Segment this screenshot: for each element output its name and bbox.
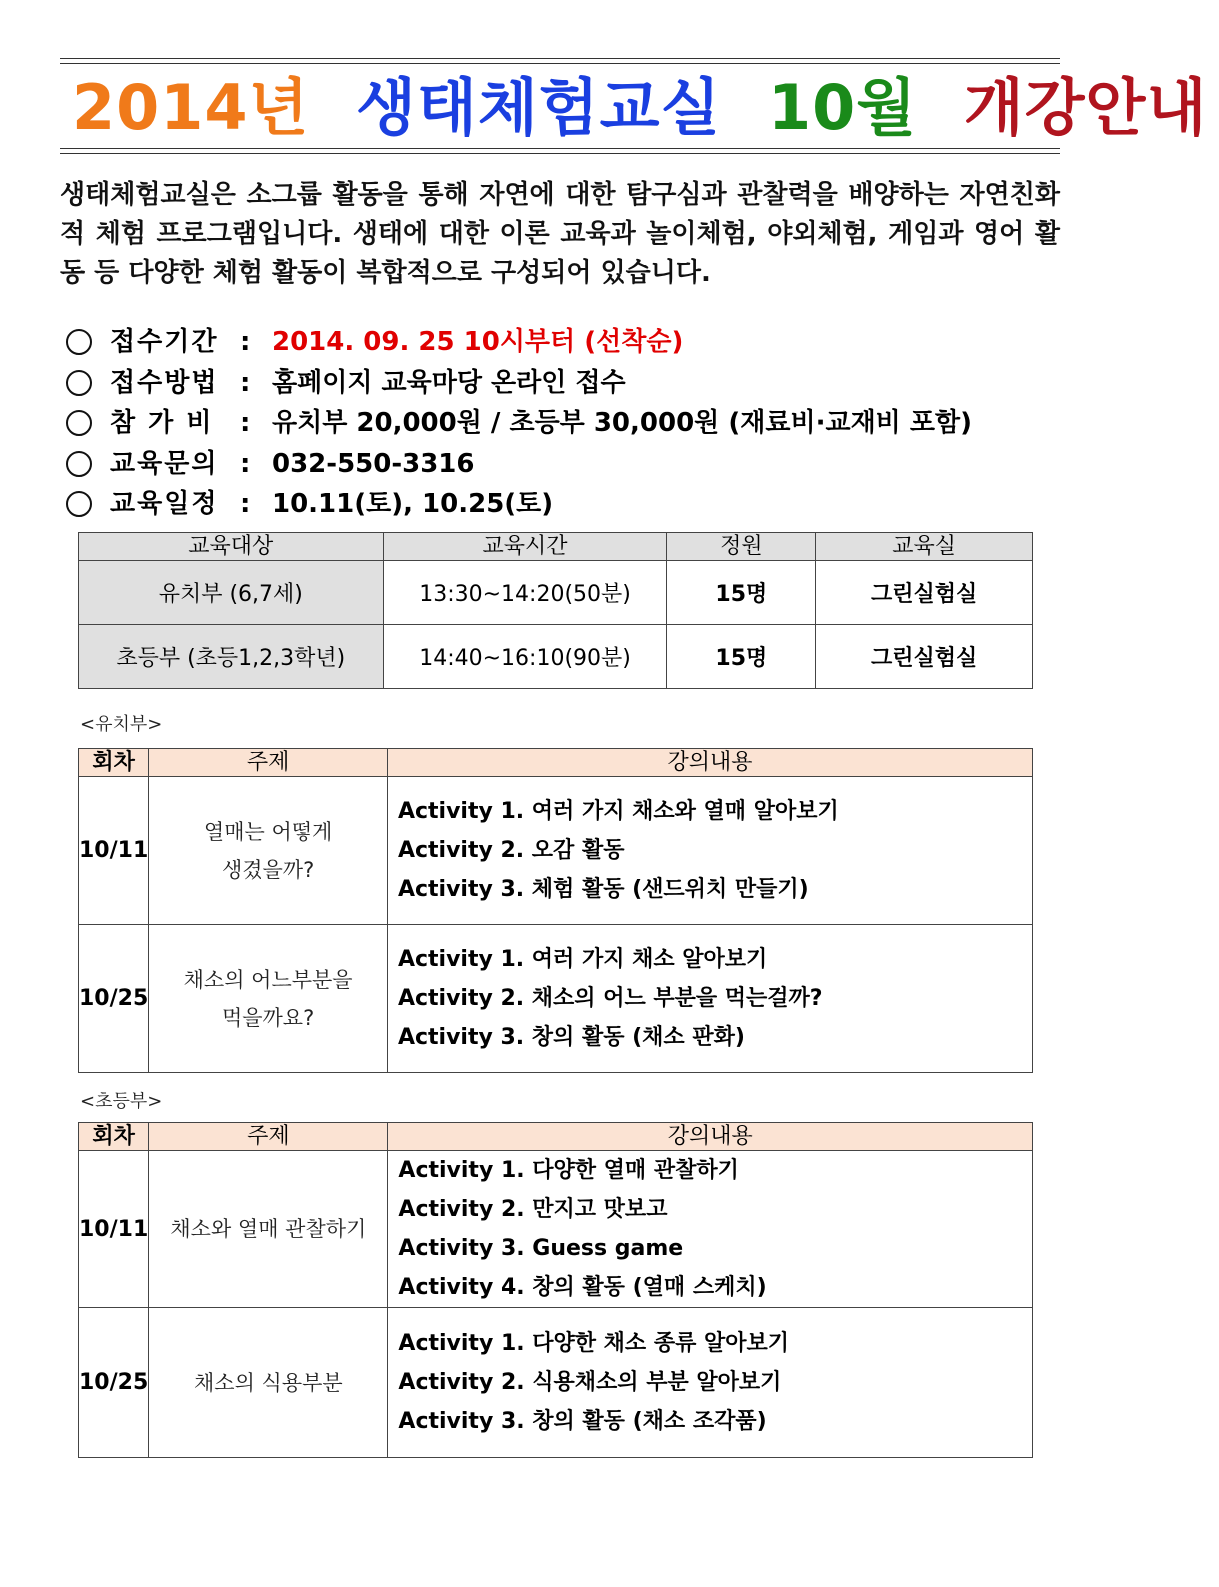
activity-item: Activity 2. 오감 활동: [397, 838, 625, 863]
topic-cell: [149, 1308, 388, 1458]
activity-item: Activity 1. 다양한 채소 종류 알아보기: [398, 1331, 790, 1356]
topic-cell: [149, 1151, 388, 1308]
schedule-room: 그린실험실: [816, 625, 1033, 689]
topic-line: 열매는 어떻게: [203, 819, 333, 844]
info-value: 2014. 09. 25 10시부터 (선착순): [272, 327, 684, 357]
schedule-target: 유치부 (6,7세): [79, 561, 384, 625]
content-cell: [387, 925, 1032, 1073]
topic-line: 먹을까요?: [221, 1005, 315, 1030]
title-top-rule: [60, 58, 1060, 59]
circle-bullet-icon: [66, 410, 92, 436]
curriculum-header: 강의내용: [387, 749, 1032, 777]
info-label: 참 가 비: [110, 408, 214, 438]
table-row: [79, 1151, 1033, 1308]
topic-line: 채소와 열매 관찰하기: [170, 1217, 367, 1241]
info-label: 교육문의: [110, 448, 219, 479]
info-value: 홈페이지 교육마당 온라인 접수: [272, 367, 626, 398]
schedule-header: 교육실: [816, 533, 1033, 561]
info-item: [66, 363, 1066, 404]
title-month: 10월: [768, 71, 918, 144]
content-cell: [388, 1151, 1033, 1308]
schedule-room: 그린실험실: [816, 561, 1033, 625]
title-suffix: 개강안내: [963, 71, 1208, 144]
info-value: 10.11(토), 10.25(토): [272, 489, 554, 519]
info-colon: :: [240, 327, 251, 357]
kinder-section-label: <유치부>: [80, 714, 163, 735]
schedule-capacity: 15명: [667, 625, 816, 689]
info-colon: :: [240, 448, 251, 479]
curriculum-header: 강의내용: [388, 1123, 1033, 1151]
activity-item: Activity 3. 창의 활동 (채소 조각품): [398, 1409, 767, 1434]
info-colon: :: [240, 489, 251, 519]
title-bottom-rule: [60, 148, 1060, 149]
activity-item: Activity 2. 만지고 맛보고: [398, 1197, 668, 1222]
activity-item: Activity 4. 창의 활동 (열매 스케치): [398, 1275, 767, 1300]
round-cell: 10/11: [79, 1151, 149, 1308]
schedule-header: 교육대상: [79, 533, 384, 561]
info-colon: :: [240, 408, 251, 438]
activity-item: Activity 2. 식용채소의 부분 알아보기: [398, 1370, 782, 1395]
info-label: 접수방법: [110, 367, 219, 398]
activity-item: Activity 3. 체험 활동 (샌드위치 만들기): [397, 877, 809, 902]
topic-line: 채소의 어느부분을: [183, 967, 353, 992]
title-name: 생태체험교실: [356, 71, 722, 144]
topic-cell: [149, 777, 388, 925]
title-bottom-rule-inner: [60, 153, 1060, 154]
info-item: [66, 403, 1066, 444]
info-list: [66, 322, 1066, 525]
info-label: 접수기간: [110, 327, 219, 357]
info-item: [66, 322, 1066, 363]
schedule-time: 13:30~14:20(50분): [383, 561, 667, 625]
info-item: [66, 484, 1066, 525]
table-row: [79, 625, 1033, 689]
circle-bullet-icon: [66, 370, 92, 396]
schedule-header: 교육시간: [383, 533, 667, 561]
curriculum-header: 주제: [149, 749, 388, 777]
activity-item: Activity 1. 다양한 열매 관찰하기: [398, 1158, 739, 1183]
curriculum-header: 회차: [79, 749, 149, 777]
topic-line: 채소의 식용부분: [194, 1370, 343, 1395]
activity-item: Activity 3. Guess game: [398, 1236, 684, 1261]
elementary-section-label: <초등부>: [80, 1091, 163, 1112]
schedule-capacity: 15명: [667, 561, 816, 625]
topic-line: 생겼을까?: [221, 857, 315, 882]
table-row: [79, 777, 1033, 925]
circle-bullet-icon: [66, 451, 92, 477]
info-item: [66, 444, 1066, 485]
page-title: [60, 68, 1208, 148]
schedule-header: 정원: [667, 533, 816, 561]
kinder-curriculum-table: [78, 748, 1033, 1073]
curriculum-header: 회차: [79, 1123, 149, 1151]
info-label: 교육일정: [110, 489, 219, 519]
intro-paragraph: 생태체험교실은 소그룹 활동을 통해 자연에 대한 탐구심과 관찰력을 배양하는 자연친화적 체험 프로그램입니다. 생태에 대한 이론 교육과 놀이체험, 야외체험, 게임과 영어 활동 등 다양한 체험 활동이 복합적으로 구성되어 있습니다.: [60, 180, 1060, 288]
round-cell: 10/11: [79, 777, 149, 925]
table-row: [79, 925, 1033, 1073]
content-cell: [387, 777, 1032, 925]
title-top-rule-inner: [60, 63, 1060, 64]
schedule-time: 14:40~16:10(90분): [383, 625, 667, 689]
content-cell: [388, 1308, 1033, 1458]
topic-cell: [149, 925, 388, 1073]
circle-bullet-icon: [66, 491, 92, 517]
activity-item: Activity 1. 여러 가지 채소 알아보기: [397, 947, 768, 972]
round-cell: 10/25: [79, 1308, 149, 1458]
schedule-table: [78, 532, 1033, 689]
round-cell: 10/25: [79, 925, 149, 1073]
activity-item: Activity 2. 채소의 어느 부분을 먹는걸까?: [397, 986, 823, 1011]
schedule-target: 초등부 (초등1,2,3학년): [79, 625, 384, 689]
table-row: [79, 561, 1033, 625]
elementary-curriculum-table: [78, 1122, 1033, 1458]
info-value: 032-550-3316: [272, 448, 475, 479]
activity-item: Activity 3. 창의 활동 (채소 판화): [397, 1025, 745, 1050]
curriculum-header: 주제: [149, 1123, 388, 1151]
title-year: 2014년: [72, 71, 310, 144]
info-value: 유치부 20,000원 / 초등부 30,000원 (재료비·교재비 포함): [272, 408, 972, 438]
table-row: [79, 1308, 1033, 1458]
activity-item: Activity 1. 여러 가지 채소와 열매 알아보기: [397, 799, 839, 824]
circle-bullet-icon: [66, 329, 92, 355]
info-colon: :: [240, 367, 251, 398]
